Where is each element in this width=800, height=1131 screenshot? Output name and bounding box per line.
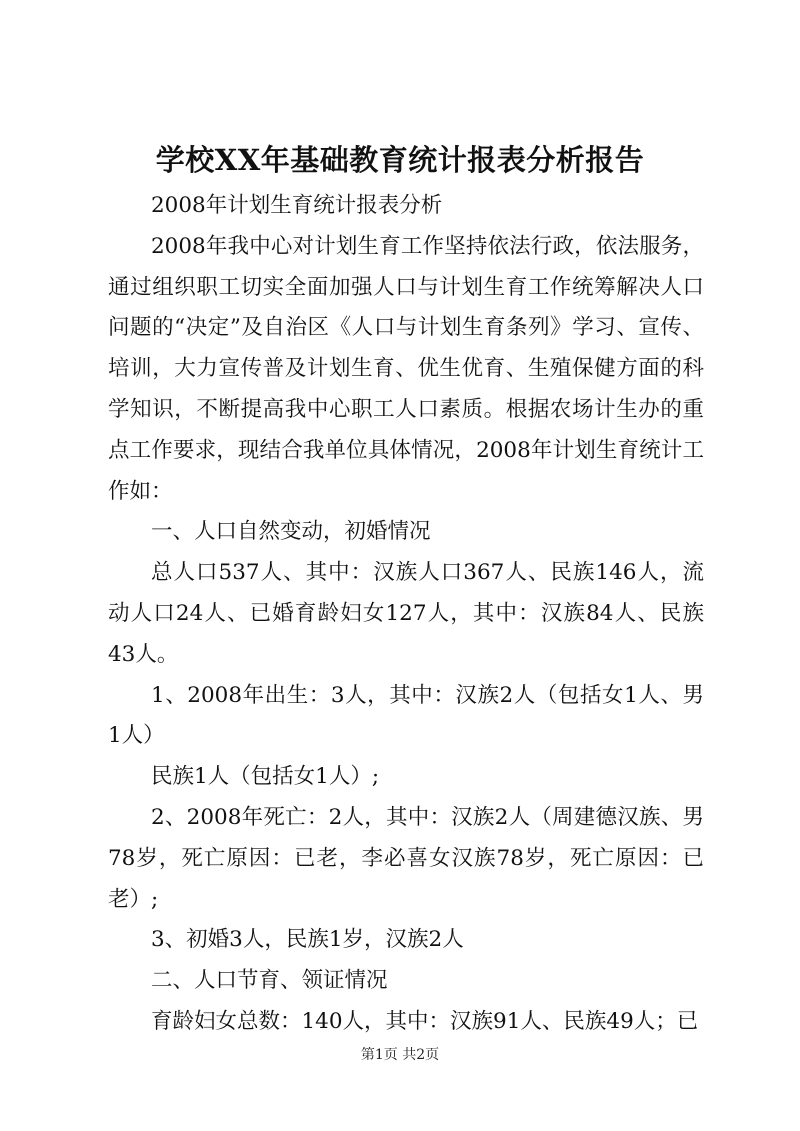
section-heading-1: 一、人口自然变动，初婚情况 xyxy=(151,519,431,545)
paragraph-marriages: 3、初婚3人，民族1岁，汉族2人 xyxy=(151,927,464,953)
paragraph-subtitle: 2008年计划生育统计报表分析 xyxy=(151,193,443,218)
section-heading-2: 二、人口节育、领证情况 xyxy=(151,968,388,994)
paragraph-intro: 2008年我中心对计划生育工作坚持依法行政，依法服务，通过组织职工切实全面加强人口与计划生育工作统筹解决人口问题的“决定”及自治区《人口与计划生育条列》学习、宣传、培训，大力宣传普及计划生育、优生优育、生殖保健方面的科学知识，不断提高我中心职工人口素质。根据农场计生办的重点工作要求，现结合我单位具体情况，2008年计划生育统计工作如： xyxy=(108,233,704,504)
page-footer: 第1页 共2页 xyxy=(360,1047,440,1063)
paragraph-deaths: 2、2008年死亡：2人，其中：汉族2人（周建德汉族、男78岁，死亡原因：已老，李必喜女汉族78岁，死亡原因：已老）; xyxy=(108,804,704,912)
paragraph-population: 总人口537人、其中：汉族人口367人、民族146人，流动人口24人、已婚育龄妇女127人，其中：汉族84人、民族43人。 xyxy=(108,560,704,667)
paragraph-women-total: 育龄妇女总数：140人，其中：汉族91人、民族49人；已 xyxy=(151,1008,699,1034)
paragraph-births: 1、2008年出生：3人，其中：汉族2人（包括女1人、男1人） xyxy=(108,682,704,749)
document-body xyxy=(108,186,704,1043)
document-title: 学校XX年基础教育统计报表分析报告 xyxy=(155,143,645,177)
paragraph-births-ethnic: 民族1人（包括女1人）; xyxy=(151,764,380,790)
